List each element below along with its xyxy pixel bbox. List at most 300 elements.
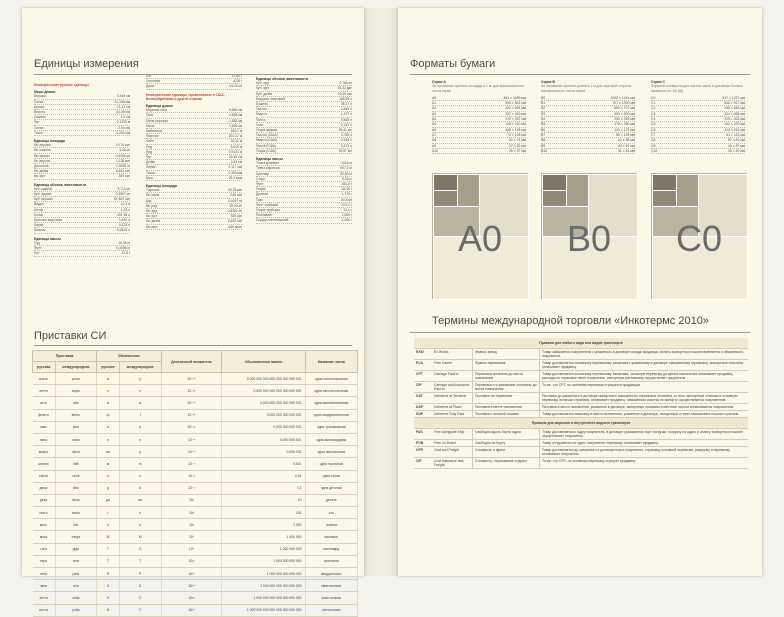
- unit-value: 2,59 км²: [229, 193, 242, 198]
- paper-size-dimensions: 26 × 37 мм: [508, 148, 526, 153]
- unit-value: 907,2 кг: [340, 166, 352, 171]
- unit-row: [146, 225, 242, 230]
- table-row: [414, 393, 748, 404]
- si-cell-prefix-russian: иотта: [33, 604, 56, 616]
- si-cell-number-name: тысяча: [305, 519, 357, 531]
- unit-row: [34, 228, 130, 233]
- unit-row: [146, 176, 242, 181]
- si-cell-symbol-international: Y: [119, 604, 161, 616]
- si-cell-notation: 0,000 000 000 000 000 000 000 001: [222, 373, 305, 385]
- units-column-3: [256, 74, 352, 224]
- unit-name: Центнер: [256, 171, 270, 176]
- si-cell-symbol-international: P: [119, 568, 161, 580]
- unit-name: Пинта: [256, 117, 266, 122]
- unit-name: Пинта (США): [256, 143, 277, 148]
- si-cell-multiplier: 10⁻³: [161, 458, 222, 470]
- unit-name: Куб. сажень: [34, 186, 53, 191]
- table-row: [33, 482, 358, 494]
- unit-name: Точка: [146, 170, 155, 175]
- unit-value: 0,473 л: [340, 143, 352, 148]
- si-cell-symbol-russian: м: [97, 458, 120, 470]
- unit-value: 0,765 м³: [339, 81, 352, 86]
- unit-name: Бочка: [34, 212, 43, 217]
- unit-value: 2,1336 м: [116, 120, 130, 125]
- si-cell-notation: 1 000 000 000 000: [222, 555, 305, 567]
- unit-name: Золотник: [146, 79, 161, 84]
- unit-name: Кв. мил: [146, 224, 158, 229]
- si-cell-prefix-russian: иокто: [33, 373, 56, 385]
- unit-name: Фут: [146, 155, 152, 160]
- si-cell-prefix-international: centi: [55, 470, 97, 482]
- si-cell-symbol-russian: н: [97, 433, 120, 445]
- si-cell-symbol-international: z: [119, 385, 161, 397]
- unit-value: 19,76 см²: [115, 143, 130, 148]
- unit-value: 1,852 км: [229, 118, 242, 123]
- unit-name: Гилл: [256, 122, 264, 127]
- paper-size-dimensions: 88 × 125 мм: [616, 132, 635, 137]
- unit-section-heading: Нематрические единицы, применяемые в США, Великобритании и других странах: [146, 92, 225, 101]
- format-c-label: C0: [675, 218, 723, 259]
- si-cell-symbol-russian: з: [97, 385, 120, 397]
- paper-size-name: C0: [651, 95, 656, 100]
- unit-name: Тауншип: [146, 188, 160, 193]
- paper-series-column: [541, 80, 635, 154]
- si-cell-number-name: одна миллиардная: [305, 433, 357, 445]
- unit-name: Ведро: [34, 202, 44, 207]
- unit-value: 2,54 см: [230, 160, 242, 165]
- incoterms-title: Термины международной торговли «Инкотермс 2010»: [432, 315, 709, 327]
- paper-size-dimensions: 81 × 114 мм: [726, 132, 745, 137]
- si-cell-number-name: одна триллионная: [305, 421, 357, 433]
- si-cell-symbol-russian: М: [97, 531, 120, 543]
- si-cell-symbol-international: p: [119, 421, 161, 433]
- paper-size-dimensions: 148 × 210 мм: [505, 122, 526, 127]
- unit-value: 373,2 г: [341, 202, 352, 207]
- unit-value: 12,8 г: [121, 251, 130, 256]
- si-cell-prefix-international: zepto: [55, 385, 97, 397]
- incoterm-code: CFR: [414, 447, 432, 458]
- unit-name: Куб. дюйм: [256, 91, 272, 96]
- unit-section-heading: Единицы объема, вместимости: [34, 182, 86, 187]
- unit-value: 1,609 км: [229, 123, 242, 128]
- table-row: [414, 371, 748, 382]
- si-cell-multiplier: 10⁻²¹: [161, 385, 222, 397]
- unit-name: Верста: [34, 110, 45, 115]
- paper-size-dimensions: 31 × 44 мм: [617, 148, 635, 153]
- si-cell-symbol-international: k: [119, 519, 161, 531]
- si-cell-number-name: одна квинтиллионная: [305, 397, 357, 409]
- unit-section-heading: Нематрические русские единицы: [34, 83, 89, 87]
- paper-size-name: A8: [432, 138, 437, 143]
- unit-name: Кв. ярд: [146, 209, 157, 214]
- si-cell-prefix-international: tera: [55, 555, 97, 567]
- si-cell-notation: 0,001: [222, 458, 305, 470]
- incoterm-description: Товар доставляется к судну покупателя, в договоре указывается порт погрузки, погрузку на судно и оплату экспортных пошлин осуществляет покупатель.: [540, 429, 749, 440]
- paper-size-name: B6: [541, 127, 546, 132]
- si-sub-international: международная: [55, 362, 97, 373]
- unit-name: Десятина: [34, 164, 49, 169]
- prefixes-title: Приставки СИ: [34, 330, 107, 342]
- paper-size-dimensions: 40 × 57 мм: [727, 143, 745, 148]
- si-cell-symbol-international: m: [119, 458, 161, 470]
- si-cell-symbol-russian: да: [97, 494, 120, 506]
- unit-name: Тонна длинная: [256, 161, 279, 166]
- incoterm-description: Товар доставляется основному перевозчику заказчика к указанному в договоре таможенному терминалу, экспортные пошлины уплачивает продавец.: [540, 360, 749, 371]
- unit-value: 4,546 л: [340, 107, 352, 112]
- si-cell-multiplier: 10⁻¹²: [161, 421, 222, 433]
- si-cell-prefix-international: mega: [55, 531, 97, 543]
- si-cell-prefix-international: yocto: [55, 373, 97, 385]
- paper-size-name: C8: [651, 138, 656, 143]
- unit-value: 0,142 л: [340, 122, 352, 127]
- unit-name: Шкалик: [34, 228, 46, 233]
- table-row: [33, 385, 358, 397]
- si-head-prefix: Приставка: [33, 351, 97, 362]
- si-cell-number-name: одна миллионная: [305, 446, 357, 458]
- unit-value: 1,296 г: [341, 218, 352, 223]
- si-cell-symbol-russian: И: [97, 604, 120, 616]
- unit-value: 0,254 мм: [116, 130, 130, 135]
- incoterm-description: Товар доставляется до указанного в договоре порта покупателя, страховку основной перевозки, разгрузку и перевалку оплачивает покупатель.: [540, 447, 749, 458]
- unit-section-heading: Единицы объема, вместимости: [256, 77, 308, 81]
- si-cell-symbol-russian: Т: [97, 555, 120, 567]
- unit-name: Кв. вершок: [34, 143, 51, 148]
- unit-value: 50,80 кг: [340, 171, 352, 176]
- table-row: [33, 555, 358, 567]
- incoterm-code: DAP: [414, 404, 432, 411]
- paper-size-name: B5: [541, 122, 546, 127]
- si-cell-number-name: квадриллион: [305, 568, 357, 580]
- incoterm-english: Cost Insurance and Freight: [432, 458, 473, 469]
- unit-name: Куб. фут: [256, 86, 270, 91]
- incoterms-banner-row: [414, 338, 748, 349]
- format-b-diagram: [541, 173, 637, 299]
- paper-series-title: Серия C: [651, 80, 665, 84]
- unit-section-heading: Единицы массы: [34, 236, 61, 241]
- unit-name: Кв. дюйм: [146, 219, 161, 224]
- unit-value: 1016 кг: [341, 161, 352, 166]
- si-cell-symbol-international: T: [119, 555, 161, 567]
- table-row: [414, 404, 748, 411]
- unit-name: Кв. род: [146, 203, 158, 208]
- paper-size-dimensions: 57 × 81 мм: [727, 138, 745, 143]
- si-cell-symbol-international: E: [119, 580, 161, 592]
- unit-name: Морская лига: [146, 108, 167, 113]
- paper-size-name: B9: [541, 143, 546, 148]
- incoterm-russian: Франко завод: [473, 349, 540, 360]
- unit-name: Акр: [146, 198, 152, 203]
- unit-name: Кварта: [256, 112, 267, 117]
- paper-size-name: B3: [541, 111, 546, 116]
- si-cell-number-name: одна септиллионная: [305, 373, 357, 385]
- unit-row: [256, 149, 352, 154]
- paper-size-row: [432, 149, 526, 154]
- si-cell-multiplier: 10⁻²: [161, 470, 222, 482]
- si-cell-multiplier: 10⁻⁹: [161, 433, 222, 445]
- paper-size-dimensions: 229 × 324 мм: [724, 117, 745, 122]
- unit-value: 201,17 м: [228, 134, 242, 139]
- paper-size-dimensions: 176 × 250 мм: [614, 122, 635, 127]
- unit-value: 25,29 м²: [229, 203, 242, 208]
- unit-name: Унция жидкая: [256, 128, 278, 133]
- paper-size-dimensions: 458 × 648 мм: [724, 106, 745, 111]
- si-cell-number-name: одна тысячная: [305, 458, 357, 470]
- unit-value: 4,55 м²: [119, 148, 130, 153]
- incoterms-banner: Правила для морского и внутреннего водного транспорта: [414, 418, 748, 429]
- si-cell-notation: 1 000 000: [222, 531, 305, 543]
- paper-size-name: A6: [432, 127, 437, 132]
- paper-size-dimensions: 44 × 62 мм: [617, 143, 635, 148]
- unit-value: 0,3597 м³: [115, 192, 130, 197]
- unit-value: 71,12 см: [116, 104, 130, 109]
- si-cell-symbol-russian: ф: [97, 409, 120, 421]
- incoterm-russian: Перевозка оплачена до места назначения: [473, 371, 540, 382]
- paper-size-name: B8: [541, 138, 546, 143]
- unit-name: Род: [146, 144, 152, 149]
- paper-size-row: [541, 149, 635, 154]
- table-row: [414, 382, 748, 393]
- unit-name: Мил: [146, 175, 153, 180]
- si-cell-multiplier: 10³: [161, 519, 222, 531]
- incoterm-description: Товар забирается покупателем с указанного в договоре склада продавца, оплата экспортных пошлин вменяется в обязанность покупателя.: [540, 349, 749, 360]
- units-title: Единицы измерения: [34, 58, 139, 70]
- si-cell-symbol-russian: к: [97, 519, 120, 531]
- si-cell-notation: 1 000 000 000 000 000 000: [222, 580, 305, 592]
- si-cell-symbol-russian: З: [97, 592, 120, 604]
- incoterm-russian: Поставка в месте назначения: [473, 404, 540, 411]
- si-cell-notation: 0,1: [222, 482, 305, 494]
- paper-size-dimensions: 841 × 1189 мм: [503, 95, 526, 100]
- format-a-diagram: [432, 173, 528, 299]
- unit-name: Сотка: [34, 99, 44, 104]
- unit-name: Галлон: [256, 107, 267, 112]
- unit-value: 64,8 мг: [341, 197, 352, 202]
- si-cell-prefix-russian: санти: [33, 470, 56, 482]
- si-cell-symbol-russian: д: [97, 482, 120, 494]
- unit-name: Фунт: [34, 246, 42, 251]
- table-row: [33, 446, 358, 458]
- si-cell-multiplier: 10⁻¹⁸: [161, 397, 222, 409]
- si-cell-symbol-international: f: [119, 409, 161, 421]
- si-cell-symbol-russian: П: [97, 568, 120, 580]
- format-a-label: A0: [457, 218, 503, 259]
- si-prefixes-table: [32, 350, 358, 617]
- unit-row: [34, 251, 130, 256]
- table-row: [33, 543, 358, 555]
- si-cell-number-name: квинтиллион: [305, 580, 357, 592]
- si-cell-symbol-russian: Г: [97, 543, 120, 555]
- unit-value: 25,4 мкм: [228, 175, 242, 180]
- unit-value: 1,23 л: [120, 207, 130, 212]
- si-cell-notation: 10: [222, 494, 305, 506]
- units-column-2: [146, 74, 242, 230]
- unit-name: Куб. ярд: [256, 81, 269, 86]
- unit-name: Линия: [34, 125, 44, 130]
- si-cell-prefix-international: micro: [55, 446, 97, 458]
- si-head-multiplier: Десятичный множитель: [161, 351, 222, 373]
- incoterm-code: CPT: [414, 371, 432, 382]
- paper-size-dimensions: 297 × 420 мм: [505, 111, 526, 116]
- incoterm-english: Free Alongside Ship: [432, 429, 473, 440]
- incoterm-description: Поставка до указанного в договоре импортного таможенного терминала оплачена, то есть экспортные платежи и основную перевозку, включая страховку, оплачивает продавец, таможенная очистка по импорту осуществляется покупателем.: [540, 393, 749, 404]
- unit-name: Баррель нефтяной: [256, 96, 286, 101]
- si-cell-prefix-international: exa: [55, 580, 97, 592]
- paper-size-name: C3: [651, 111, 656, 116]
- unit-name: Миля морская: [146, 118, 168, 123]
- table-row: [33, 373, 358, 385]
- unit-row: [256, 218, 352, 223]
- unit-value: 0,4047 га: [228, 198, 242, 203]
- unit-value: 1,137 л: [340, 112, 352, 117]
- si-cell-multiplier: 10⁻²⁴: [161, 373, 222, 385]
- si-cell-prefix-international: femto: [55, 409, 97, 421]
- incoterm-russian: Поставка на терминале: [473, 393, 540, 404]
- incoterm-english: Free Carrier: [432, 360, 473, 371]
- si-cell-prefix-international: peta: [55, 568, 97, 580]
- si-cell-symbol-international: c: [119, 470, 161, 482]
- table-row: [414, 360, 748, 371]
- si-cell-multiplier: 10⁻¹: [161, 482, 222, 494]
- si-cell-multiplier: 10⁶: [161, 531, 222, 543]
- si-cell-symbol-international: M: [119, 531, 161, 543]
- si-cell-symbol-russian: мк: [97, 446, 120, 458]
- table-row: [33, 409, 358, 421]
- table-row: [414, 411, 748, 418]
- si-cell-prefix-russian: дека: [33, 494, 56, 506]
- unit-value: 44,43 мг: [229, 84, 242, 89]
- incoterm-english: Carriage Paid to: [432, 371, 473, 382]
- left-page: [22, 8, 364, 613]
- si-cell-prefix-russian: нано: [33, 433, 56, 445]
- unit-name: Точка: [34, 130, 43, 135]
- si-cell-number-name: септиллион: [305, 604, 357, 616]
- paper-size-dimensions: 62 × 88 мм: [617, 138, 635, 143]
- unit-name: Гран: [256, 197, 264, 202]
- si-cell-multiplier: 10⁻⁶: [161, 446, 222, 458]
- si-cell-number-name: миллиард: [305, 543, 357, 555]
- paper-size-dimensions: 105 × 148 мм: [505, 127, 526, 132]
- unit-value: 0,0615 л: [117, 228, 130, 233]
- prefixes-title-rule: [34, 345, 352, 346]
- si-cell-prefix-international: hecto: [55, 507, 97, 519]
- paper-size-name: A4: [432, 117, 437, 122]
- paper-size-name: A7: [432, 132, 437, 137]
- si-head-notation: Обыкновенная запись: [222, 351, 305, 373]
- unit-value: 158,99 л: [339, 96, 352, 101]
- incoterms-banner-row: [414, 418, 748, 429]
- si-cell-notation: 100: [222, 507, 305, 519]
- paper-size-name: B4: [541, 117, 546, 122]
- si-cell-symbol-russian: и: [97, 373, 120, 385]
- paper-series-title: Серия А: [432, 80, 446, 84]
- incoterm-russian: Свободно вдоль борта судна: [473, 429, 540, 440]
- paper-series-description: Форматы конвертов для листов серии А (размеры больше примерно на 1/8 [A]): [651, 84, 744, 93]
- si-cell-prefix-russian: экса: [33, 580, 56, 592]
- table-row: [33, 458, 358, 470]
- si-cell-number-name: одна секстиллионная: [305, 385, 357, 397]
- si-cell-number-name: миллион: [305, 531, 357, 543]
- unit-value: 21,336 мм: [114, 99, 130, 104]
- si-cell-notation: 0,01: [222, 470, 305, 482]
- unit-value: 0,353 мм: [228, 170, 242, 175]
- si-cell-notation: 0,000 000 000 000 000 001: [222, 397, 305, 409]
- si-cell-prefix-russian: микро: [33, 446, 56, 458]
- incoterm-english: Ex Works: [432, 349, 473, 360]
- si-cell-symbol-russian: г: [97, 507, 120, 519]
- incoterm-russian: Перевозка и страхование оплачены до места назначения: [473, 382, 540, 393]
- si-cell-number-name: одна квадриллионная: [305, 409, 357, 421]
- si-cell-symbol-international: G: [119, 543, 161, 555]
- incoterm-russian: Стоимость и фрахт: [473, 447, 540, 458]
- paper-series-description: За основание принята площадь в 1 м² для максимального листа серии: [432, 84, 525, 93]
- unit-name: Пуд: [34, 240, 40, 245]
- unit-value: 4,828 км: [229, 113, 242, 118]
- unit-name: Сажень: [34, 115, 46, 120]
- table-row: [414, 349, 748, 360]
- incoterm-code: FOB: [414, 440, 432, 447]
- incoterm-english: Cost and Freight: [432, 447, 473, 458]
- si-cell-notation: 1 000 000 000 000 000 000 000: [222, 592, 305, 604]
- si-cell-notation: 0,000 001: [222, 446, 305, 458]
- table-row: [33, 507, 358, 519]
- table-row: [33, 494, 358, 506]
- unit-name: Дюйм: [146, 160, 155, 165]
- incoterm-english: Carriage and Insurance Paid to: [432, 382, 473, 393]
- unit-value: 29,57 мл: [338, 148, 352, 153]
- si-cell-prefix-russian: пико: [33, 421, 56, 433]
- table-row: [33, 397, 358, 409]
- si-cell-prefix-russian: мега: [33, 531, 56, 543]
- unit-name: Лот: [146, 74, 152, 78]
- si-cell-symbol-international: Z: [119, 592, 161, 604]
- unit-value: 28,32 дм³: [337, 86, 352, 91]
- si-cell-symbol-international: y: [119, 373, 161, 385]
- unit-value: 1,6 км: [120, 115, 130, 120]
- si-cell-multiplier: 10¹⁵: [161, 568, 222, 580]
- si-cell-number-name: десять: [305, 494, 357, 506]
- table-row: [414, 447, 748, 458]
- si-cell-prefix-russian: кило: [33, 519, 56, 531]
- unit-name: Доля: [146, 84, 154, 89]
- table-row: [33, 568, 358, 580]
- si-sub-russian: русская: [33, 362, 56, 373]
- incoterm-russian: Поставка с оплатой пошлин: [473, 411, 540, 418]
- incoterms-table: [414, 338, 748, 469]
- unit-name: Фут: [34, 120, 40, 125]
- paper-size-dimensions: 324 × 458 мм: [724, 111, 745, 116]
- unit-value: 645 мкм²: [228, 224, 242, 229]
- paper-size-dimensions: 917 × 1297 мм: [722, 95, 745, 100]
- si-cell-notation: 1 000 000 000: [222, 543, 305, 555]
- unit-value: 1,555 г: [341, 213, 352, 218]
- unit-value: 0,9144 м: [228, 149, 242, 154]
- si-cell-prefix-russian: тера: [33, 555, 56, 567]
- si-cell-prefix-russian: зепто: [33, 385, 56, 397]
- table-row: [33, 580, 358, 592]
- right-page: [398, 8, 762, 576]
- table-row: [33, 519, 358, 531]
- unit-value: 12,3 л: [120, 202, 130, 207]
- si-cell-prefix-international: deca: [55, 494, 97, 506]
- table-row: [414, 458, 748, 469]
- si-head-number-name: Название числа: [305, 351, 357, 373]
- paper-series-column: [432, 80, 526, 154]
- unit-name: Лига: [146, 113, 153, 118]
- si-cell-multiplier: 10⁻¹⁵: [161, 409, 222, 421]
- table-row: [33, 433, 358, 445]
- incoterm-english: Delivered at Place: [432, 404, 473, 411]
- si-cell-prefix-international: pico: [55, 421, 97, 433]
